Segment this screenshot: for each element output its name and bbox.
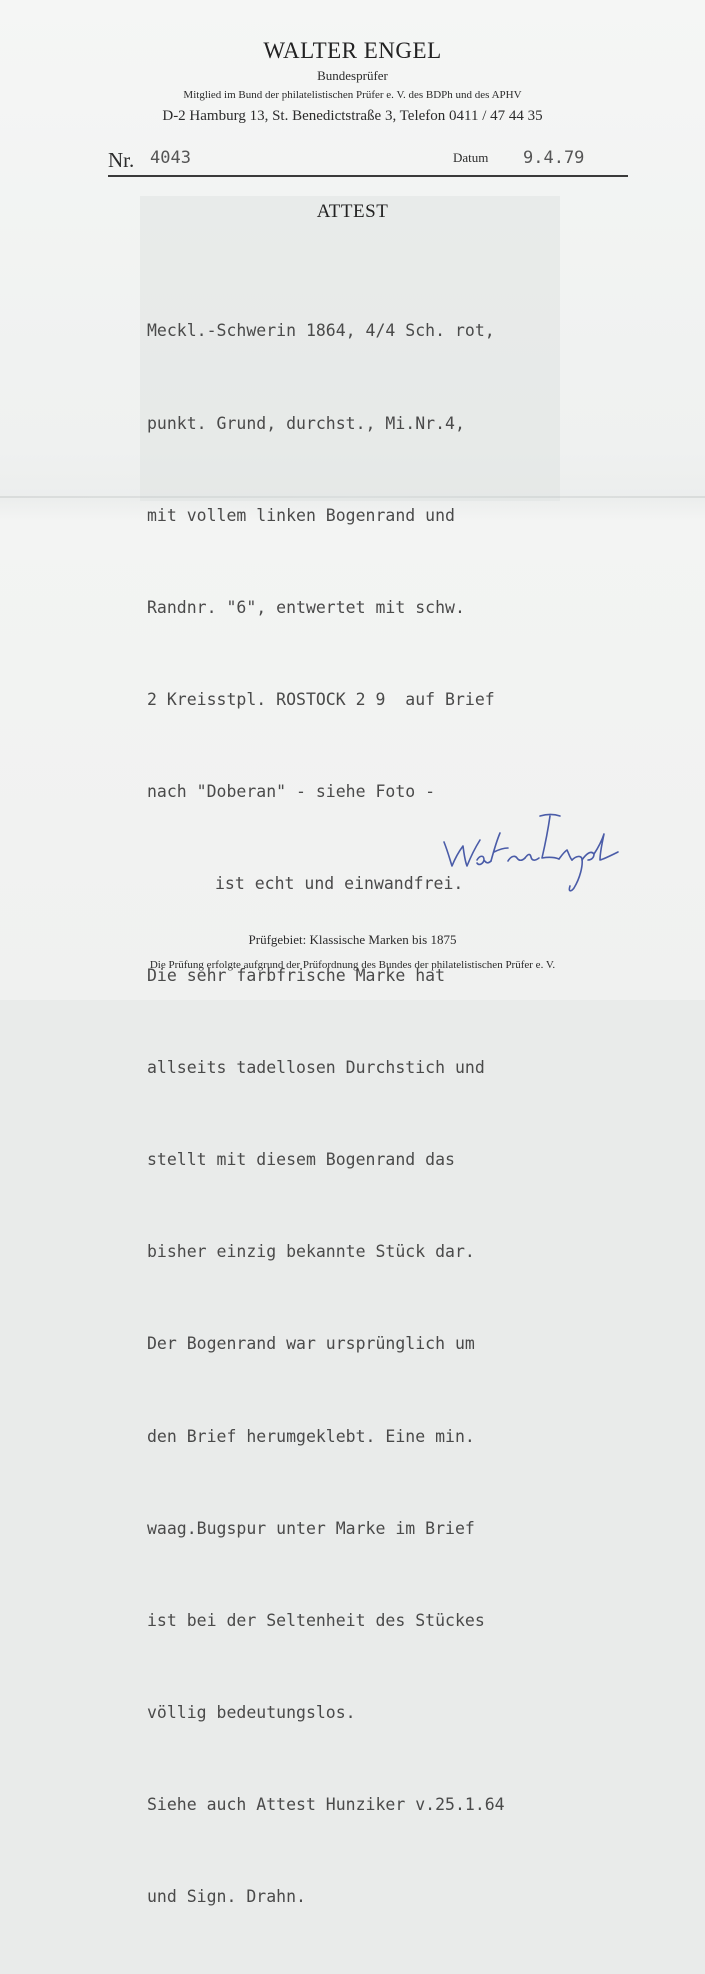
- body-line: Die sehr farbfrische Marke hat: [147, 966, 446, 986]
- body-line: waag.Bugspur unter Marke im Brief: [147, 1518, 475, 1538]
- certificate-number-value: 4043: [150, 148, 191, 168]
- body-line: Siehe auch Attest Hunziker v.25.1.64: [147, 1794, 505, 1814]
- header-rule: [108, 175, 628, 177]
- certificate-body: [147, 255, 505, 1974]
- body-line: allseits tadellosen Durchstich und: [147, 1058, 485, 1078]
- body-line: nach "Doberan" - siehe Foto -: [147, 781, 436, 801]
- body-line: Randnr. "6", entwertet mit schw.: [147, 597, 465, 617]
- certificate-title: ATTEST: [316, 201, 389, 222]
- body-line: den Brief herumgeklebt. Eine min.: [147, 1426, 475, 1446]
- letterhead-role: Bundesprüfer: [317, 68, 388, 83]
- body-line: punkt. Grund, durchst., Mi.Nr.4,: [147, 413, 465, 433]
- date-value: 9.4.79: [523, 148, 585, 168]
- letterhead-address: D-2 Hamburg 13, St. Benedictstraße 3, Telefon 0411 / 47 44 35: [162, 108, 543, 124]
- letterhead-membership: Mitglied im Bund der philatelistischen Prüfer e. V. des BDPh und des APHV: [183, 89, 522, 101]
- body-line: völlig bedeutungslos.: [147, 1702, 356, 1722]
- letterhead-name: WALTER ENGEL: [263, 38, 442, 63]
- verdict-line: ist echt und einwandfrei.: [215, 873, 464, 893]
- body-line: stellt mit diesem Bogenrand das: [147, 1150, 455, 1170]
- body-line: Meckl.-Schwerin 1864, 4/4 Sch. rot,: [147, 321, 495, 341]
- footer-note: Die Prüfung erfolgte aufgrund der Prüfordnung des Bundes der philatelistischen Prüfer e. V.: [149, 959, 556, 971]
- body-line: mit vollem linken Bogenrand und: [147, 505, 455, 525]
- body-line: bisher einzig bekannte Stück dar.: [147, 1242, 475, 1262]
- body-line: 2 Kreisstpl. ROSTOCK 2 9 auf Brief: [147, 689, 495, 709]
- body-line: Der Bogenrand war ursprünglich um: [147, 1334, 475, 1354]
- body-line: ist bei der Seltenheit des Stückes: [147, 1610, 485, 1630]
- date-label: Datum: [453, 150, 489, 165]
- body-line: und Sign. Drahn.: [147, 1887, 306, 1906]
- handwritten-signature: [442, 800, 627, 910]
- certificate-number-label: Nr.: [108, 148, 135, 172]
- examination-field: Prüfgebiet: Klassische Marken bis 1875: [248, 932, 457, 947]
